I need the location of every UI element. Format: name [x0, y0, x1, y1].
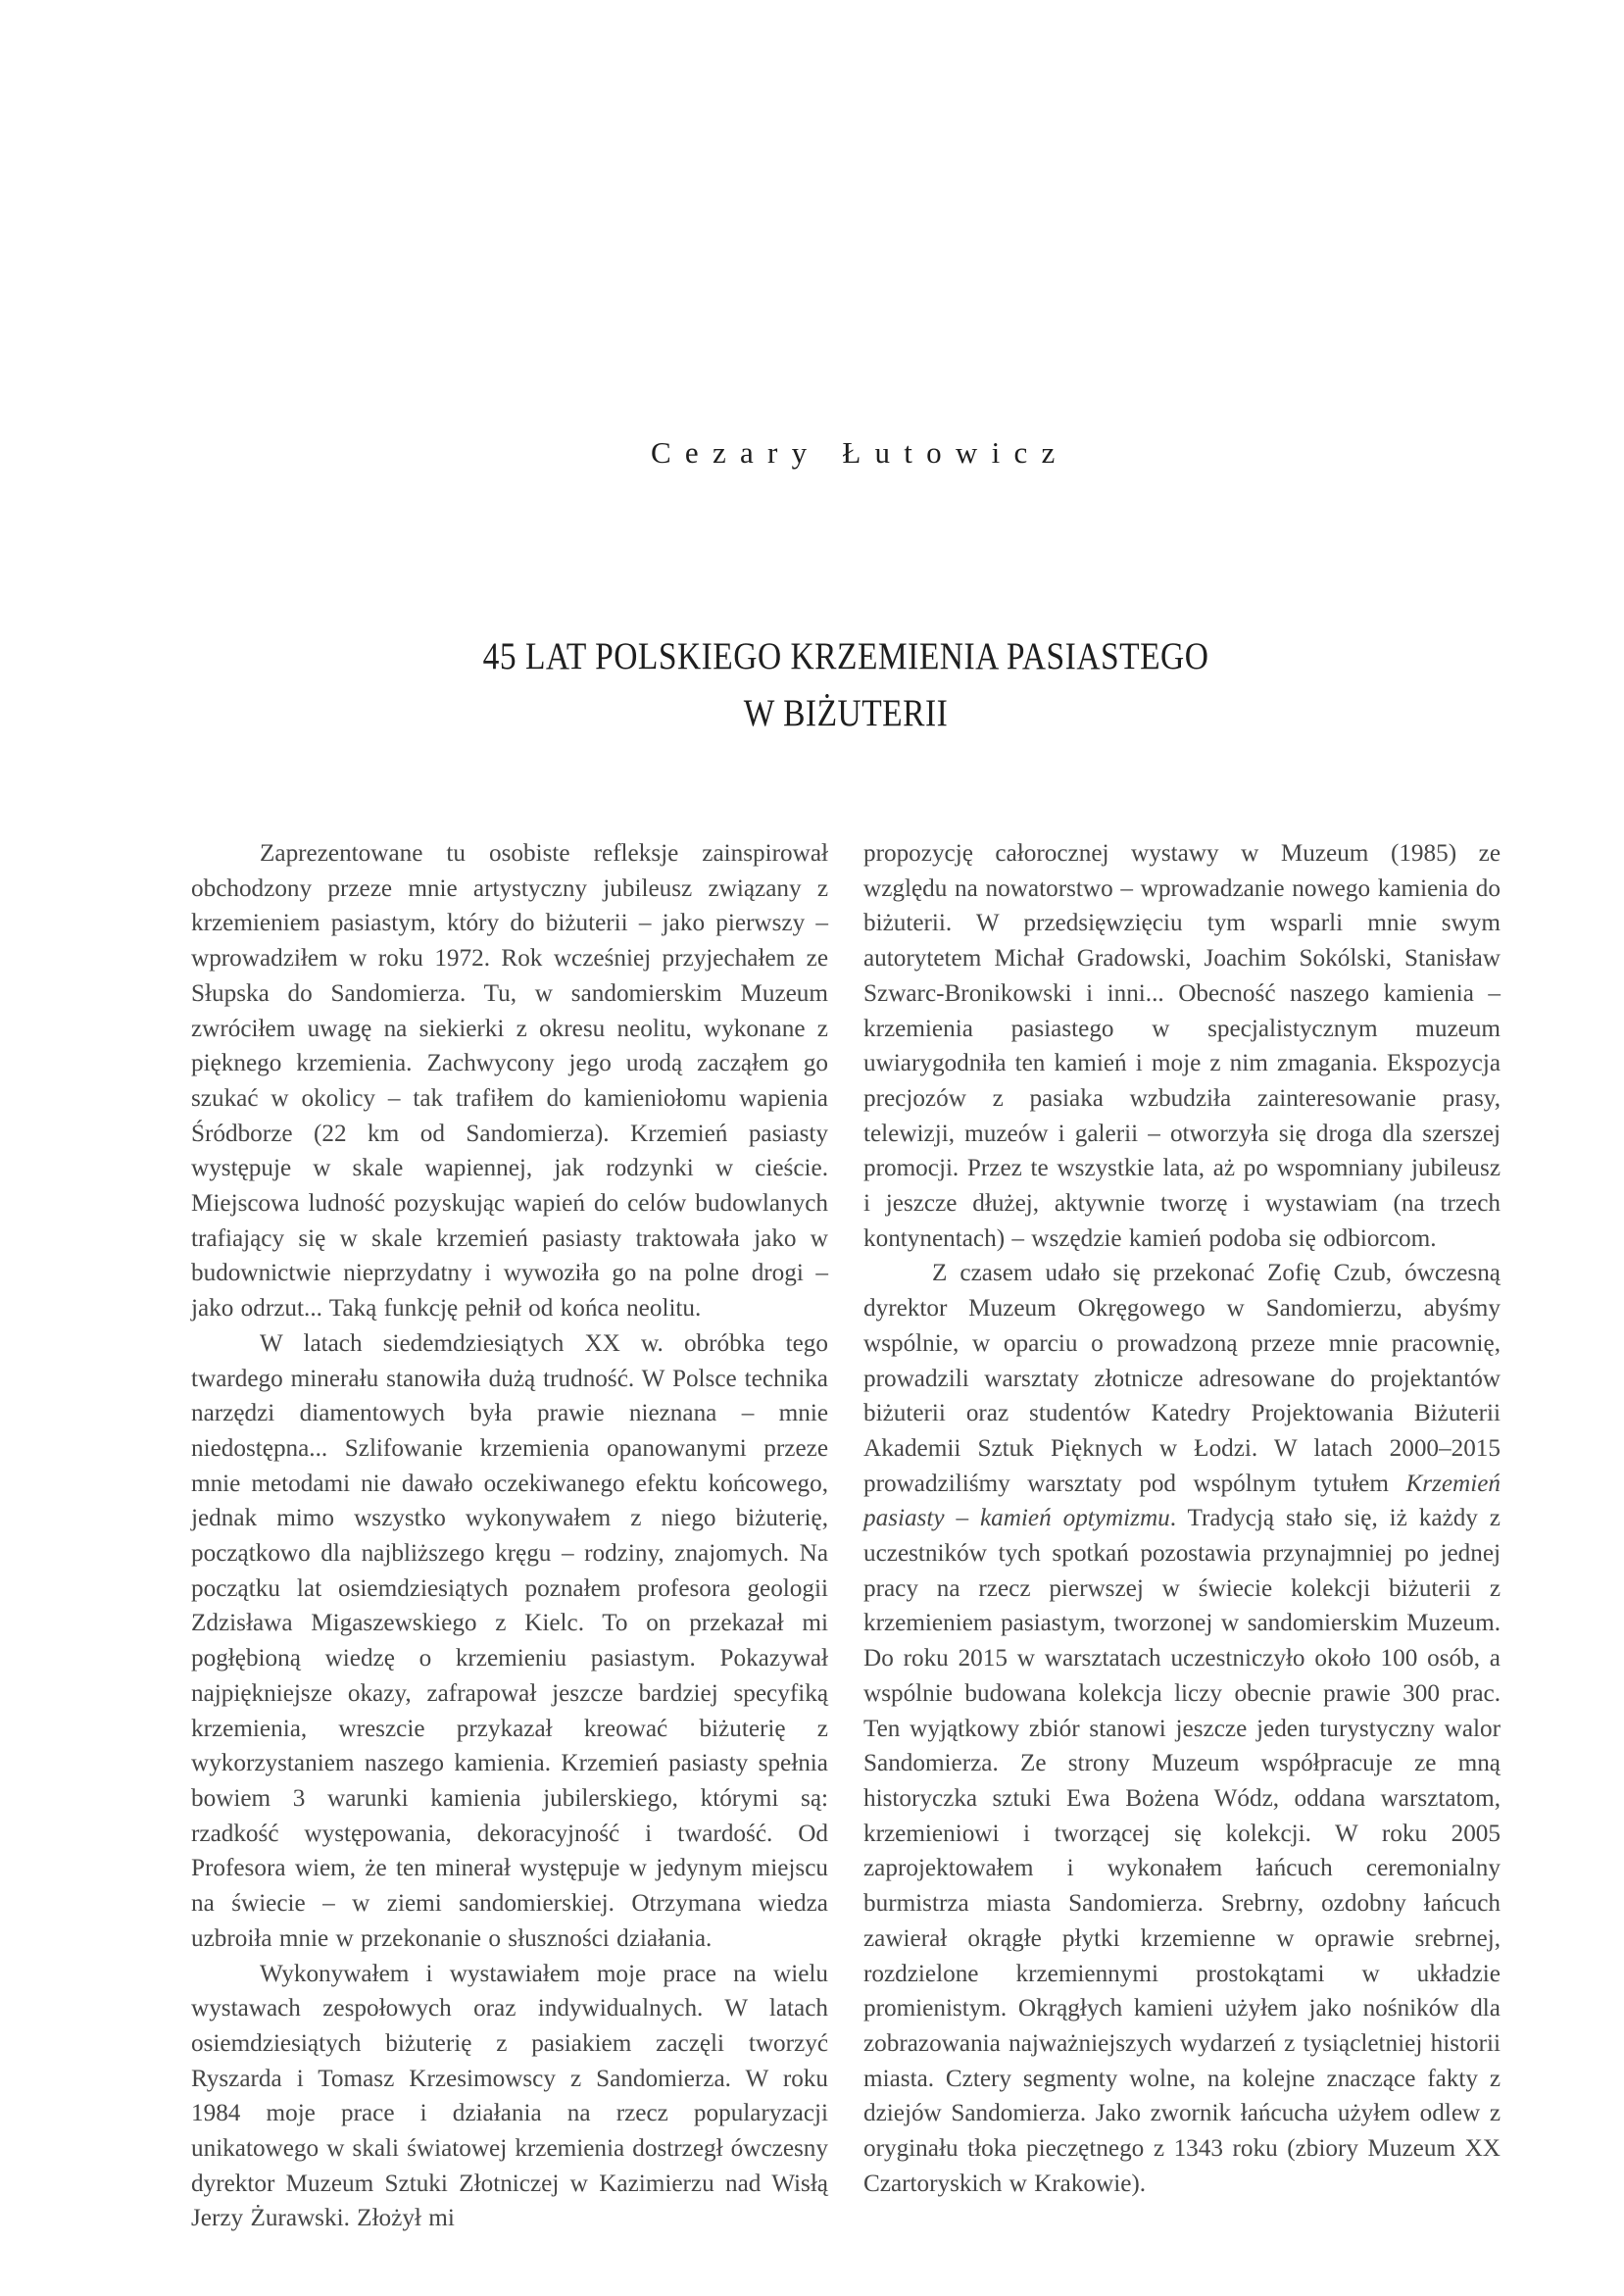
text-columns — [191, 836, 1501, 2236]
column-left — [191, 836, 828, 2236]
text-run: propozycję całorocznej wystawy w Muzeum (1985) ze względu na nowatorstwo – wprowadzanie nowego kamienia do biżuterii. W przedsięwzięciu tym wsparli mnie swym autorytetem Michał Gradowski, Joachim Sokólski, Stanisław Szwarc-Bronikowski i inni... Obecność naszego kamienia – krzemienia pasiastego w specjalistycznym muzeum uwiarygodniła ten kamień i moje z nim zmagania. Ekspozycja precjozów z pasiaka wzbudziła zainteresowanie prasy, telewizji, muzeów i galerii – otworzyła się droga dla szerszej promocji. Przez te wszystkie lata, aż po wspomniany jubileusz i jeszcze dłużej, aktywnie tworzę i wystawiam (na trzech kontynentach) – wszędzie kamień podoba się odbiorcom. — [863, 840, 1501, 1252]
title-line-2: W BIŻUTERII — [743, 690, 949, 734]
paragraph — [191, 1957, 828, 2237]
author-name: Cezary Łutowicz — [651, 435, 1069, 470]
paragraph — [191, 1326, 828, 1957]
text-run: W latach siedemdziesiątych XX w. obróbka tego twardego minerału stanowiła dużą trudność. W Polsce technika narzędzi diamentowych była prawie nieznana – mnie niedostępna... Szlifowanie krzemienia opanowanymi przeze mnie metodami nie dawało oczekiwanego efektu końcowego, jednak mimo wszystko wykonywałem z niego biżuterię, początkowo dla najbliższego kręgu – rodziny, znajomych. Na początku lat osiemdziesiątych poznałem profesora geologii Zdzisława Migaszewskiego z Kielc. To on przekazał mi pogłębioną wiedzę o krzemieniu pasiastym. Pokazywał najpiękniejsze okazy, zafrapował jeszcze bardziej specyfiką krzemienia, wreszcie przykazał kreować biżuterię z wykorzystaniem naszego kamienia. Krzemień pasiasty spełnia bowiem 3 warunki kamienia jubilerskiego, którymi są: rzadkość występowania, dekoracyjność i twardość. Od Profesora wiem, że ten minerał występuje w jedynym miejscu na świecie – w ziemi sandomierskiej. Otrzymana wiedza uzbroiła mnie w przekonanie o słuszności działania. — [191, 1329, 828, 1952]
text-run: Wykonywałem i wystawiałem moje prace na wielu wystawach zespołowych oraz indywidualnych. W latach osiemdziesiątych biżuterię z pasiakiem zaczęli tworzyć Ryszarda i Tomasz Krzesimowscy z Sandomierza. W roku 1984 moje prace i działania na rzecz popularyzacji unikatowego w skali światowej krzemienia dostrzegł ówczesny dyrektor Muzeum Sztuki Złotniczej w Kazimierzu nad Wisłą Jerzy Żurawski. Złożył mi — [191, 1960, 828, 2232]
text-run: . Tradycją stało się, iż każdy z uczestników tych spotkań pozostawia przynajmniej po jednej pracy na rzecz pierwszej w świecie kolekcji biżuterii z krzemieniem pasiastym, tworzonej w sandomierskim Muzeum. Do roku 2015 w warsztatach uczestniczyło około 100 osób, a wspólnie budowana kolekcja liczy obecnie prawie 300 prac. Ten wyjątkowy zbiór stanowi jeszcze jeden turystyczny walor Sandomierza. Ze strony Muzeum współpracuje ze mną historyczka sztuki Ewa Bożena Wódz, oddana warsztatom, krzemieniowi i tworzącej się kolekcji. W roku 2005 zaprojektowałem i wykonałem łańcuch ceremonialny burmistrza miasta Sandomierza. Srebrny, ozdobny łańcuch zawierał okrągłe płytki krzemienne w oprawie srebrnej, rozdzielone krzemiennymi prostokątami w układzie promienistym. Okrągłych kamieni użyłem jako nośników dla zobrazowania najważniejszych wydarzeń z tysiącletniej historii miasta. Cztery segmenty wolne, na kolejne znaczące fakty z dziejów Sandomierza. Jako zwornik łańcucha użyłem odlew z oryginału tłoka pieczętnego z 1343 roku (zbiory Muzeum XX Czartoryskich w Krakowie). — [863, 1505, 1501, 2197]
column-right — [863, 836, 1501, 2236]
italic-text-run: Krzemień pasiasty – kamień optymizmu — [863, 1470, 1501, 1532]
text-run: Zaprezentowane tu osobiste refleksje zainspirował obchodzony przeze mnie artystyczny jubileusz związany z krzemieniem pasiastym, który do biżuterii – jako pierwszy – wprowadziłem w roku 1972. Rok wcześniej przyjechałem ze Słupska do Sandomierza. Tu, w sandomierskim Muzeum zwróciłem uwagę na siekierki z okresu neolitu, wykonane z pięknego krzemienia. Zachwycony jego urodą zacząłem go szukać w okolicy – tak trafiłem do kamieniołomu wapienia Śródborze (22 km od Sandomierza). Krzemień pasiasty występuje w skale wapiennej, jak rodzynki w cieście. Miejscowa ludność pozyskując wapień do celów budowlanych trafiający się w skale krzemień pasiasty traktowała jako w budownictwie nieprzydatny i wywoziła go na polne drogi – jako odrzut... Taką funkcję pełnił od końca neolitu. — [191, 840, 828, 1323]
article-title — [237, 627, 1454, 742]
paragraph — [863, 836, 1501, 1256]
paragraph — [191, 836, 828, 1326]
text-run: Z czasem udało się przekonać Zofię Czub, ówczesną dyrektor Muzeum Okręgowego w Sandomierzu, abyśmy wspólnie, w oparciu o prowadzoną przeze mnie pracownię, prowadzili warsztaty złotnicze adresowane do projektantów biżuterii oraz studentów Katedry Projektowania Biżuterii Akademii Sztuk Pięknych w Łodzi. W latach 2000–2015 prowadziliśmy warsztaty pod wspólnym tytułem — [863, 1260, 1501, 1497]
title-line-1: 45 LAT POLSKIEGO KRZEMIENIA PASIASTEGO — [482, 633, 1209, 677]
paragraph — [863, 1256, 1501, 2201]
